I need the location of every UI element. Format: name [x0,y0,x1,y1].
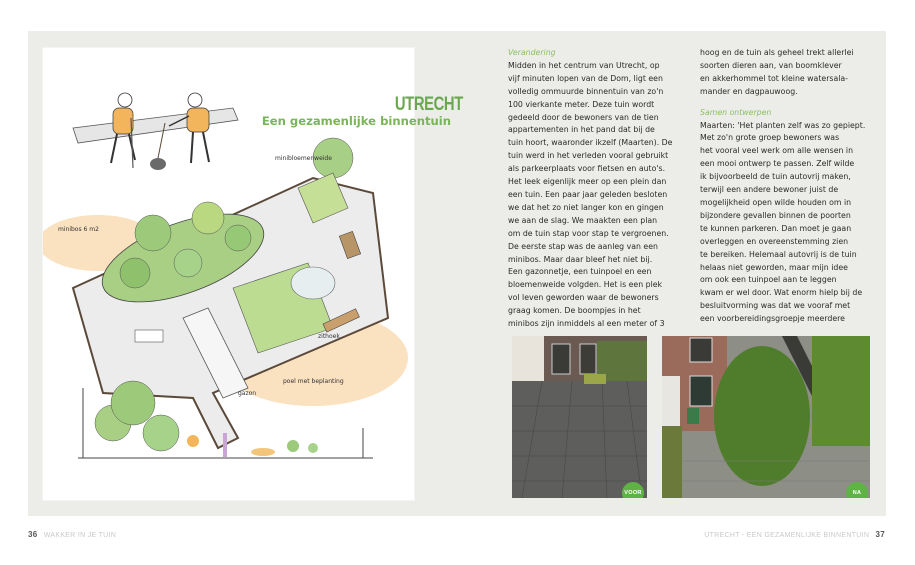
chapter-subtitle: Een gezamenlijke binnentuin [261,114,451,128]
photo-before [512,336,647,498]
running-head-right: UTRECHT - EEN GEZAMENLIJKE BINNENTUIN [704,532,870,539]
tree-bottom-2 [111,381,155,425]
running-head-left: WAKKER IN JE TUIN [43,532,117,539]
page-number-left: 36 [28,530,38,539]
text-line: mander en dagpauwoog. [700,86,798,96]
text-line: volledig ommuurde binnentuin van zo'n [508,86,664,96]
text-line: Maarten: 'Het planten zelf was zo gepiept. [700,120,866,130]
column-2-body [700,120,885,327]
tree-bottom-3 [143,415,179,451]
text-line: te kunnen parkeren. Dan moet je gaan [700,223,852,233]
footer-left [28,530,116,539]
text-line: een tuin. Een paar jaar geleden besloten [508,189,668,199]
flowers-icon [223,433,227,457]
text-line: om ook een tuinpoel aan te leggen [700,275,837,285]
pond-area [291,267,335,299]
person-digging-icon [111,93,135,168]
minibos-tree [225,225,251,251]
paving-strip [73,108,238,143]
text-line: ik bijvoorbeeld de tuin autovrij maken, [700,172,851,182]
before-courtyard-image [512,336,647,498]
text-line: Het leek eigenlijk meer op een plein dan [508,177,667,187]
text-line: Een gazonnetje, een tuinpoel en een [508,267,652,277]
text-column-1 [508,47,693,331]
photo-after [662,336,870,498]
text-line: bijzondere gevallen binnen de poorten [700,210,851,220]
minibos-tree [135,215,171,251]
after-courtyard-image [662,336,870,498]
shrub-icon [287,440,299,452]
text-line: soorten dieren aan, van boomklever [700,60,842,70]
page-number-right: 37 [875,530,885,539]
text-line: overleggen en overeenstemming zien [700,236,849,246]
bins-icon [135,330,163,342]
label-minibos: minibos 6 m2 [58,226,99,233]
label-minibloemenweide: minibloemenweide [275,155,332,162]
text-line: besluitvorming was dat we vooraf met [700,301,851,311]
section-heading-samen-ontwerpen: Samen ontwerpen [700,107,772,117]
column-1-body [508,60,693,331]
text-line: terwijl een andere bewoner juist de [700,185,839,195]
text-line: tuin hoort, waaronder ikzelf (Maarten). De [508,138,673,148]
text-line: het vooral veel werk om alle wensen in [700,146,854,156]
shrub-icon [308,443,318,453]
badge-voor: VOOR [622,482,644,498]
minibos-tree [120,258,150,288]
minibos-tree [192,202,224,234]
label-poel: poel met beplanting [283,378,344,385]
text-line: Met zo'n grote groep bewoners was [700,133,840,143]
section-heading-verandering: Verandering [508,48,556,57]
text-line: mogelijkheid open wilde houden om in [700,197,852,207]
footer-right [704,530,885,539]
text-line: we dat het zo niet langer kon en gingen [508,202,664,212]
label-zithoek: zithoek [318,333,340,340]
text-line: gedeeld door de bewoners van de tien [508,112,659,122]
person-resting-icon [251,448,275,456]
text-line: een voorbereidingsgroepje meerdere [700,314,845,324]
text-line: te bereiken. Helemaal autovrij is de tuin [700,249,857,259]
text-line: bloemenweide volgden. Het is een plek [508,280,663,290]
person-gardening-icon [187,435,199,447]
text-line: kwam er wel door. Wat enorm hielp bij de [700,288,863,298]
text-line: vijf minuten lopen van de Dom, ligt een [508,73,663,83]
text-line: Midden in het centrum van Utrecht, op [508,60,660,70]
text-line: minibos zijn inmiddels al een meter of 3 [508,319,665,329]
text-line: om de tuin stap voor stap te vergroenen. [508,228,669,238]
text-line: vol leven geworden waar de bewoners [508,293,659,303]
column-2-intro [700,47,885,99]
text-line: appartementen in het pand dat bij de [508,125,655,135]
text-line: een mooi ontwerp te passen. Zelf wilde [700,159,855,169]
label-gazon: gazon [238,390,257,397]
chapter-city-title: UTRECHT [394,94,463,115]
text-line: graag komen. De boompjes in het [508,306,641,316]
text-line: De eerste stap was de aanleg van een [508,241,658,251]
illustration-frame [43,48,463,500]
badge-na: NA [846,482,868,498]
text-line: en akkerhommel tot kleine watersala- [700,73,848,83]
text-line: 100 vierkante meter. Deze tuin wordt [508,99,655,109]
minibos-tree [174,249,202,277]
text-line: als parkeerplaats voor fietsen en auto's. [508,164,666,174]
text-line: hoog en de tuin als geheel trekt allerlei [700,48,854,57]
text-line: helaas niet geworden, maar mijn idee [700,262,848,272]
text-line: tuin werd in het verleden vooral gebruikt [508,151,669,161]
text-line: minibos. Maar daar bleef het niet bij. [508,254,653,264]
text-line: we aan de slag. We maakten een plan [508,215,658,225]
text-column-2 [700,47,885,326]
